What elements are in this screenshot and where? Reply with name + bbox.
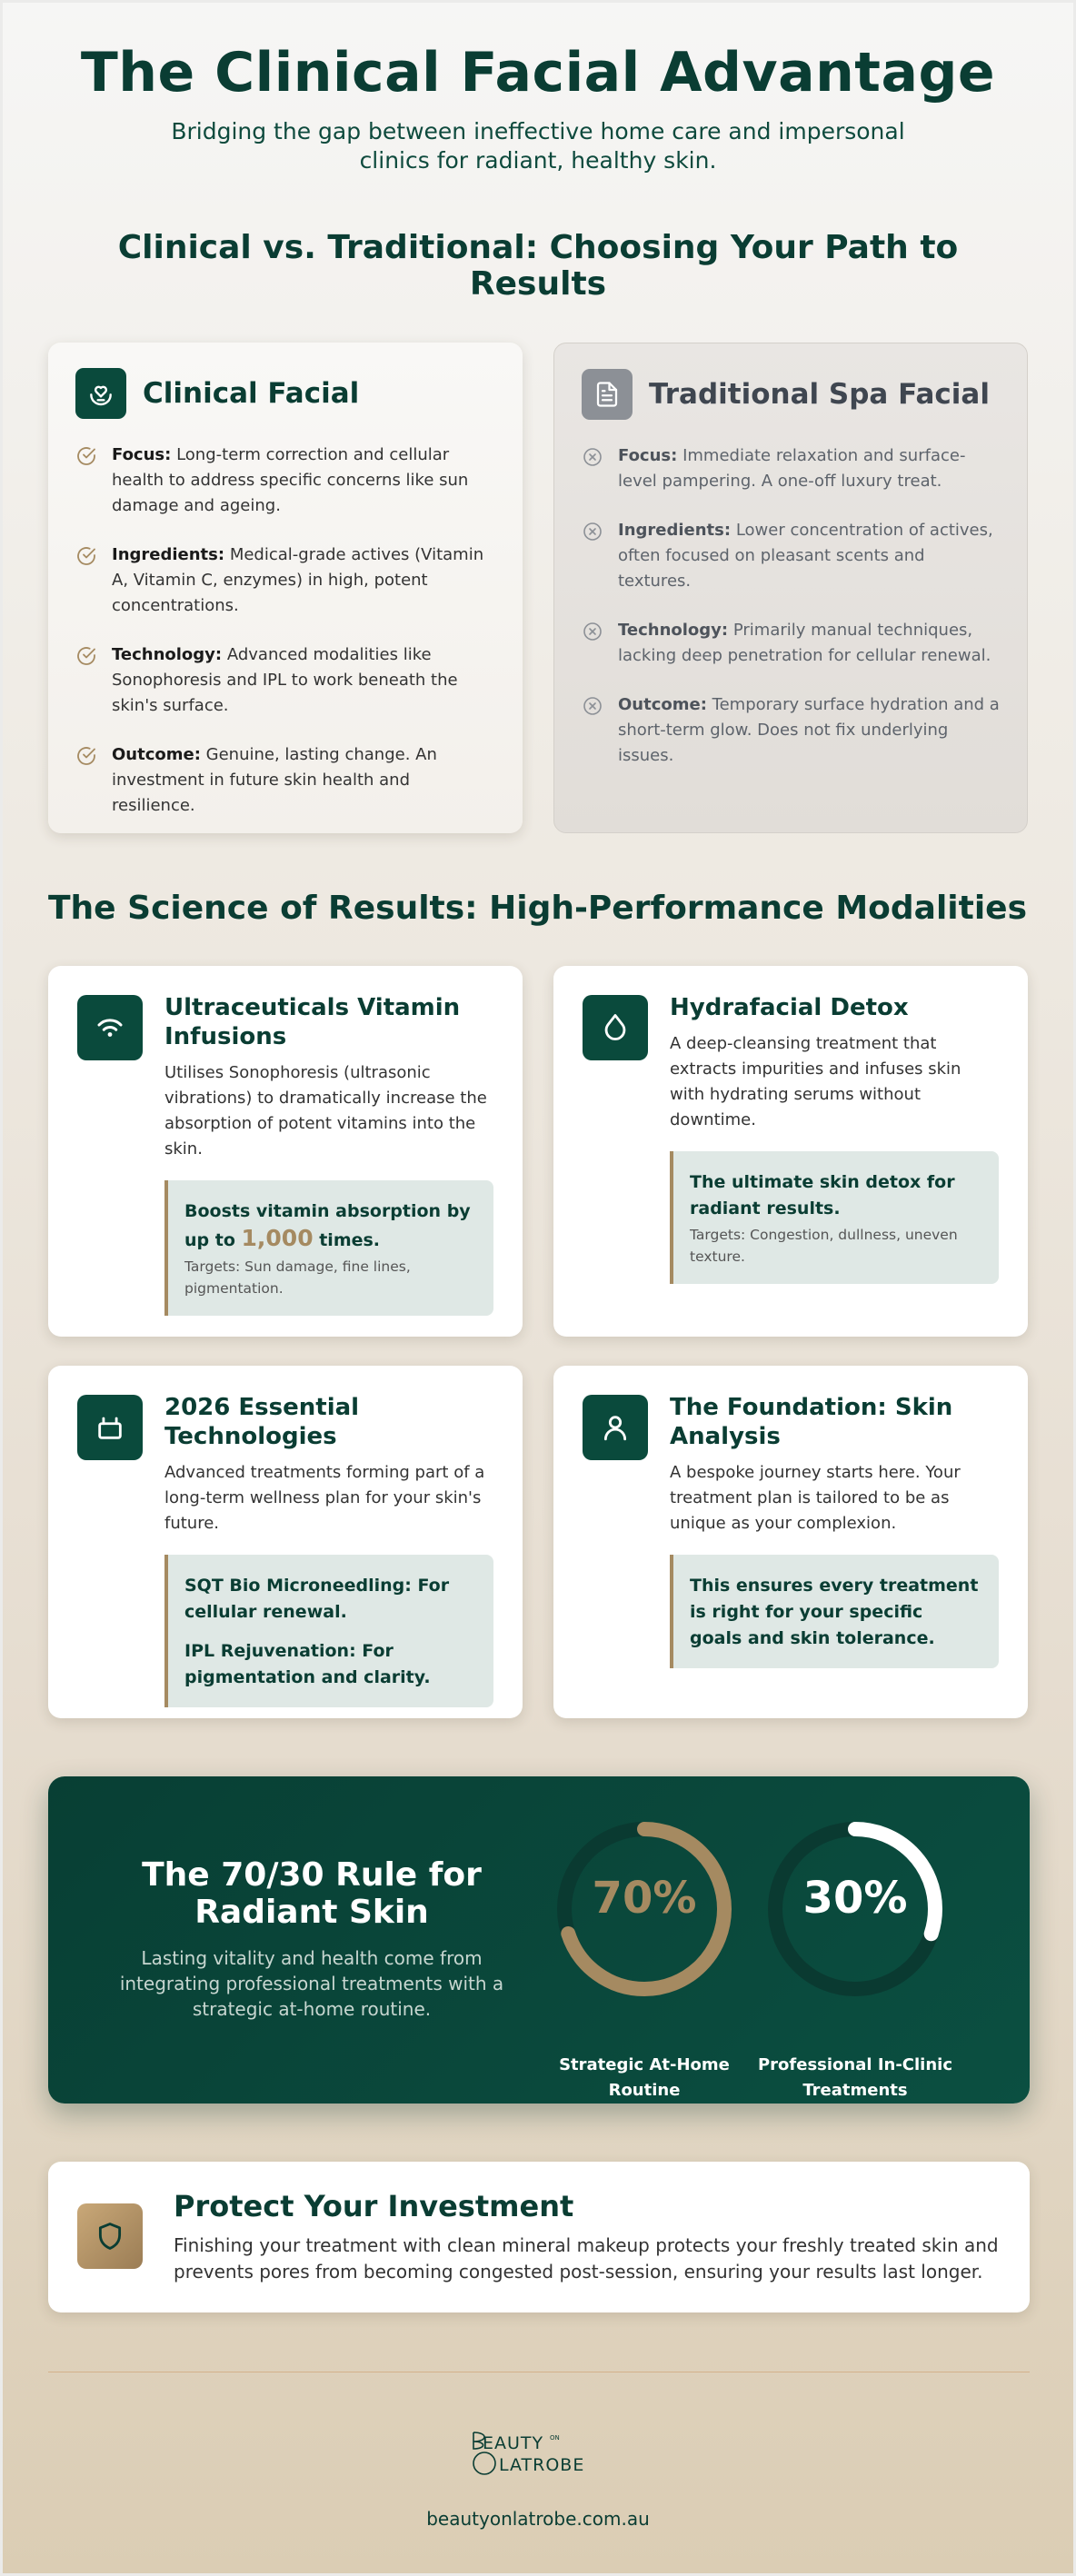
hydrafacial-callout (670, 1151, 999, 1284)
document-icon (582, 369, 633, 420)
callout-number: 1,000 (241, 1225, 314, 1251)
item-label: Ingredients: (112, 545, 225, 564)
rule-title: The 70/30 Rule for Radiant Skin (142, 1856, 482, 1931)
ultraceuticals-card (48, 966, 523, 1337)
skin-analysis-card (553, 1366, 1028, 1718)
essential-technologies-desc: Advanced treatments forming part of a long-term wellness plan for your skin's future. (164, 1463, 485, 1533)
seventy-thirty-panel (48, 1776, 1030, 2104)
item-text: Temporary surface hydration and a short-term glow. Does not fix underlying issues. (618, 695, 1000, 765)
item-text: Advanced modalities like Sonophoresis and IPL to work beneath the skin's surface. (112, 645, 458, 715)
ultraceuticals-desc: Utilises Sonophoresis (ultrasonic vibrations) to dramatically increase the absorption of potent vitamins into the skin. (164, 1063, 487, 1159)
item-text: Long-term correction and cellular health to address specific concerns like sun damage and ageing. (112, 445, 469, 515)
essential-technologies-title: 2026 Essential Technologies (164, 1394, 360, 1450)
x-circle-icon (582, 443, 618, 494)
check-circle-icon (75, 443, 112, 519)
logo-on: ON (550, 2434, 560, 2442)
item-label: Technology: (618, 621, 729, 640)
hydrafacial-desc: A deep-cleansing treatment that extracts impurities and infuses skin with hydrating serums without downtime. (670, 1034, 961, 1129)
traditional-spa-card (553, 343, 1028, 833)
check-circle-icon (75, 742, 112, 819)
item-label: Ingredients: (618, 521, 732, 540)
callout-text-end: times. (319, 1230, 381, 1250)
list-item (75, 742, 495, 819)
logo-line-1: EAUTY (483, 2433, 544, 2453)
item-label: Technology: (112, 645, 223, 664)
item-text: Immediate relaxation and surface-level pampering. A one-off luxury treat. (618, 446, 966, 491)
list-item (75, 542, 495, 619)
x-circle-icon (582, 692, 618, 769)
list-item (582, 618, 1000, 669)
callout-targets: Targets: Sun damage, fine lines, pigmentation. (184, 1258, 411, 1297)
list-item (75, 443, 495, 519)
ultraceuticals-callout (164, 1180, 493, 1316)
list-item (582, 692, 1000, 769)
x-circle-icon (582, 518, 618, 594)
device-icon (77, 1395, 143, 1460)
x-circle-icon (582, 618, 618, 669)
traditional-spa-title: Traditional Spa Facial (649, 378, 990, 411)
callout-targets: Targets: Congestion, dullness, uneven texture. (690, 1227, 958, 1265)
heart-hand-icon (75, 368, 126, 419)
shield-icon (77, 2203, 143, 2269)
rule-desc: Lasting vitality and health come from integrating professional treatments with a strategic at-home routine. (119, 1947, 504, 2020)
item-text: Medical-grade actives (Vitamin A, Vitamin C, enzymes) in high, potent concentrations. (112, 545, 484, 615)
item-label: Focus: (618, 446, 678, 465)
modalities-heading: The Science of Results: High-Performance Modalities (48, 890, 1028, 927)
callout-text: This ensures every treatment is right for your specific goals and skin tolerance. (690, 1576, 979, 1648)
wifi-icon (77, 995, 143, 1060)
skin-analysis-desc: A bespoke journey starts here. Your treatment plan is tailored to be as unique as your complexion. (670, 1463, 961, 1533)
clinic-treatments-caption: Professional In-Clinic Treatments (757, 2055, 953, 2100)
item-label: Outcome: (618, 695, 707, 714)
ultraceuticals-title: Ultraceuticals Vitamin Infusions (164, 994, 461, 1050)
protect-desc: Finishing your treatment with clean mineral makeup protects your freshly treated skin and prevents pores from becoming congested post-session, ensuring your results last longer. (174, 2234, 999, 2283)
page-subtitle: Bridging the gap between ineffective home care and impersonal clinics for radiant, healthy skin. (171, 118, 905, 174)
brand-logo (3, 2425, 1073, 2483)
list-item (582, 443, 1000, 494)
home-routine-gauge (553, 1818, 735, 2100)
item-label: Outcome: (112, 745, 201, 764)
hydrafacial-card (553, 966, 1028, 1337)
comparison-heading: Clinical vs. Traditional: Choosing Your Path to Results (117, 229, 959, 303)
logo-line-2: LATROBE (499, 2455, 585, 2475)
item-text: Lower concentration of actives, often focused on pleasant scents and textures. (618, 521, 993, 591)
page-title: The Clinical Facial Advantage (80, 41, 996, 104)
item-text: Genuine, lasting change. An investment in future skin health and resilience. (112, 745, 437, 815)
check-circle-icon (75, 642, 112, 719)
item-text: Primarily manual techniques, lacking deep penetration for cellular renewal. (618, 621, 991, 665)
check-circle-icon (75, 542, 112, 619)
person-icon (583, 1395, 648, 1460)
essential-technologies-callout (164, 1555, 493, 1707)
home-routine-percent: 70% (592, 1873, 697, 1924)
clinic-treatments-percent: 30% (802, 1873, 908, 1924)
clinical-facial-card (48, 343, 523, 833)
droplet-icon (583, 995, 648, 1060)
list-item (582, 518, 1000, 594)
website-link[interactable]: beautyonlatrobe.com.au (426, 2508, 650, 2530)
skin-analysis-callout (670, 1555, 999, 1668)
protect-title: Protect Your Investment (174, 2189, 574, 2223)
hydrafacial-title: Hydrafacial Detox (670, 994, 909, 1021)
protect-investment-panel (48, 2162, 1030, 2312)
callout-item: IPL Rejuvenation: For pigmentation and clarity. (184, 1641, 431, 1687)
callout-item: SQT Bio Microneedling: For cellular renewal. (184, 1576, 450, 1622)
list-item (75, 642, 495, 719)
clinical-facial-title: Clinical Facial (143, 377, 360, 410)
skin-analysis-title: The Foundation: Skin Analysis (670, 1394, 953, 1450)
clinic-treatments-gauge (757, 1818, 953, 2100)
home-routine-caption: Strategic At-Home Routine (559, 2055, 730, 2100)
callout-text: The ultimate skin detox for radiant results. (690, 1172, 955, 1218)
essential-technologies-card (48, 1366, 523, 1718)
callout-text: Boosts vitamin absorption by up to (184, 1201, 471, 1250)
item-label: Focus: (112, 445, 172, 464)
infographic-page (3, 3, 1073, 2573)
